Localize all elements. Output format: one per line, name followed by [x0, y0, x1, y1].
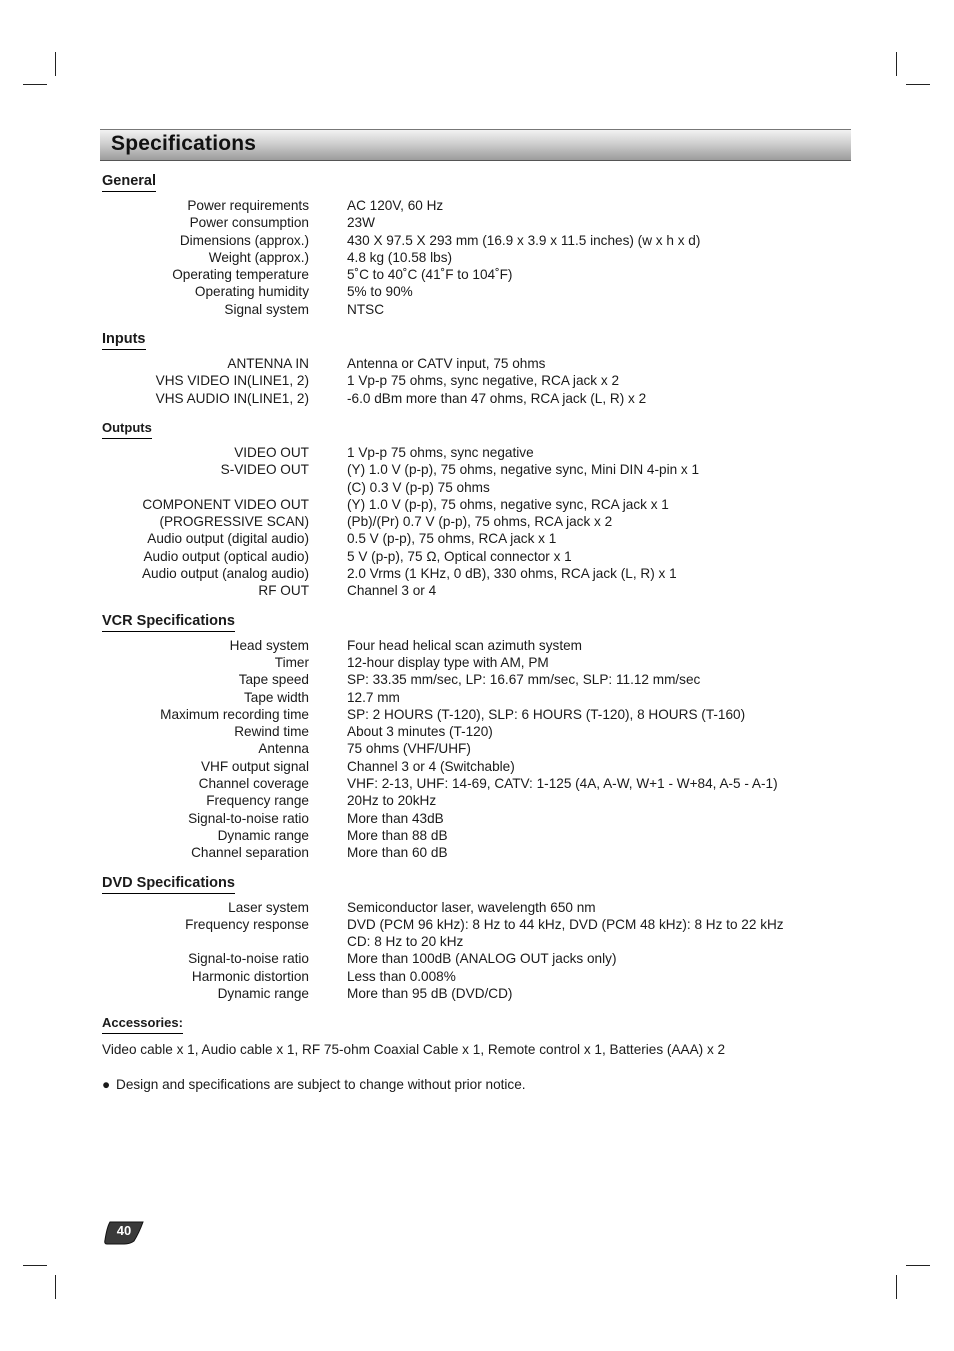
crop-mark [906, 1265, 930, 1266]
spec-sections [102, 172, 862, 1002]
spec-value: Channel 3 or 4 [347, 583, 437, 599]
spec-value: 5˚C to 40˚C (41˚F to 104˚F) [347, 267, 513, 283]
spec-label: VHS VIDEO IN(LINE1, 2) [155, 373, 309, 389]
spec-row [102, 916, 862, 933]
spec-value: CD: 8 Hz to 20 kHz [347, 934, 464, 950]
notice [102, 1076, 862, 1093]
spec-label: Dynamic range [217, 827, 309, 843]
spec-value: -6.0 dBm more than 47 ohms, RCA jack (L, R) x 2 [347, 390, 647, 406]
spec-value: 0.5 V (p-p), 75 ohms, RCA jack x 1 [347, 531, 557, 547]
spec-value: More than 60 dB [347, 845, 448, 861]
spec-label: Signal-to-noise ratio [188, 810, 309, 826]
spec-label: Head system [229, 637, 309, 653]
accessories-text: Video cable x 1, Audio cable x 1, RF 75-ohm Coaxial Cable x 1, Remote control x 1, Batteries (AAA) x 2 [102, 1042, 726, 1058]
spec-label: Dynamic range [217, 985, 309, 1001]
spec-row [102, 461, 862, 478]
spec-label: VHS AUDIO IN(LINE1, 2) [155, 390, 309, 406]
crop-mark [896, 52, 897, 76]
spec-row [102, 496, 862, 513]
spec-row [102, 689, 862, 706]
spec-value: More than 43dB [347, 810, 444, 826]
spec-row [102, 654, 862, 671]
spec-value: More than 95 dB (DVD/CD) [347, 985, 513, 1001]
spec-label: Operating temperature [172, 267, 309, 283]
spec-value: Channel 3 or 4 (Switchable) [347, 758, 515, 774]
spec-label: Power requirements [187, 198, 309, 213]
spec-row [102, 301, 862, 318]
spec-value: 4.8 kg (10.58 lbs) [347, 249, 453, 265]
spec-label: COMPONENT VIDEO OUT [142, 496, 309, 512]
spec-value: Four head helical scan azimuth system [347, 637, 582, 653]
spec-label: VIDEO OUT [234, 444, 309, 460]
title-bar [100, 129, 851, 161]
spec-row [102, 810, 862, 827]
spec-section [102, 330, 862, 407]
spec-row [102, 355, 862, 372]
spec-label: Maximum recording time [160, 706, 309, 722]
spec-content [102, 172, 862, 1093]
spec-row [102, 390, 862, 407]
spec-label: S-VIDEO OUT [220, 462, 309, 478]
spec-row [102, 968, 862, 985]
spec-value: 12.7 mm [347, 689, 400, 705]
page-number-badge [104, 1221, 144, 1245]
spec-row [102, 985, 862, 1002]
spec-label: VHF output signal [200, 758, 309, 774]
spec-label: ANTENNA IN [227, 356, 309, 372]
page-number: 40 [116, 1223, 132, 1238]
spec-row [102, 548, 862, 565]
spec-row [102, 197, 862, 214]
spec-label: Audio output (optical audio) [143, 548, 309, 564]
spec-label: Antenna [258, 741, 309, 757]
spec-value: AC 120V, 60 Hz [347, 198, 444, 213]
crop-mark [906, 84, 930, 85]
spec-label: Frequency response [185, 916, 309, 932]
section-title: Inputs [102, 330, 146, 350]
spec-label: Operating humidity [194, 284, 309, 300]
spec-label: Timer [274, 654, 309, 670]
spec-label: Dimensions (approx.) [179, 232, 309, 248]
spec-value: About 3 minutes (T-120) [347, 724, 493, 740]
bullet-icon: ● [102, 1077, 111, 1093]
spec-row [102, 933, 862, 950]
crop-mark [896, 1275, 897, 1299]
spec-row [102, 232, 862, 249]
spec-row [102, 479, 862, 496]
crop-mark [23, 1265, 47, 1266]
spec-value: 1 Vp-p 75 ohms, sync negative [347, 444, 534, 460]
spec-value: 430 X 97.5 X 293 mm (16.9 x 3.9 x 11.5 inches) (w x h x d) [347, 232, 701, 248]
spec-value: 1 Vp-p 75 ohms, sync negative, RCA jack x 2 [347, 373, 620, 389]
spec-row [102, 899, 862, 916]
spec-row [102, 637, 862, 654]
spec-label: Rewind time [234, 724, 309, 740]
spec-row [102, 565, 862, 582]
spec-row [102, 249, 862, 266]
spec-value: 23W [347, 215, 375, 231]
spec-label [102, 479, 309, 496]
crop-mark [23, 84, 47, 85]
spec-value: DVD (PCM 96 kHz): 8 Hz to 44 kHz, DVD (PCM 48 kHz): 8 Hz to 22 kHz [347, 916, 784, 932]
spec-row [102, 775, 862, 792]
spec-section [102, 419, 862, 600]
spec-label: Signal system [224, 301, 309, 317]
notice-text: Design and specifications are subject to change without prior notice. [116, 1077, 526, 1093]
spec-value: More than 100dB (ANALOG OUT jacks only) [347, 951, 617, 967]
spec-value: SP: 2 HOURS (T-120), SLP: 6 HOURS (T-120), 8 HOURS (T-160) [347, 706, 746, 722]
spec-value: 5 V (p-p), 75 Ω, Optical connector x 1 [347, 548, 572, 564]
spec-value: Antenna or CATV input, 75 ohms [347, 356, 546, 372]
spec-label: Channel separation [191, 845, 309, 861]
spec-row [102, 827, 862, 844]
spec-value: 20Hz to 20kHz [347, 793, 437, 809]
section-title: General [102, 172, 156, 192]
spec-value: (Y) 1.0 V (p-p), 75 ohms, negative sync, RCA jack x 1 [347, 496, 669, 512]
spec-row [102, 444, 862, 461]
spec-value: 12-hour display type with AM, PM [347, 654, 549, 670]
section-title: DVD Specifications [102, 874, 235, 894]
spec-section [102, 874, 862, 1003]
crop-mark [55, 1275, 56, 1299]
spec-value: (Y) 1.0 V (p-p), 75 ohms, negative sync, Mini DIN 4-pin x 1 [347, 462, 700, 478]
spec-row [102, 513, 862, 530]
spec-row [102, 706, 862, 723]
accessories-title: Accessories: [102, 1014, 183, 1034]
spec-label: Weight (approx.) [208, 249, 309, 265]
spec-section [102, 172, 862, 318]
spec-value: 5% to 90% [347, 284, 413, 300]
spec-label: Laser system [228, 899, 309, 915]
spec-value: 2.0 Vrms (1 KHz, 0 dB), 330 ohms, RCA jack (L, R) x 1 [347, 566, 677, 582]
spec-value: 75 ohms (VHF/UHF) [347, 741, 471, 757]
spec-label: Harmonic distortion [191, 968, 309, 984]
spec-value: Less than 0.008% [347, 968, 456, 984]
spec-row [102, 582, 862, 599]
spec-row [102, 372, 862, 389]
spec-value: (C) 0.3 V (p-p) 75 ohms [347, 479, 490, 495]
spec-label: RF OUT [258, 583, 309, 599]
spec-value: (Pb)/(Pr) 0.7 V (p-p), 75 ohms, RCA jack x 2 [347, 514, 613, 530]
spec-row [102, 530, 862, 547]
spec-label [102, 933, 309, 950]
spec-row [102, 723, 862, 740]
spec-row [102, 792, 862, 809]
spec-row [102, 758, 862, 775]
spec-value: Semiconductor laser, wavelength 650 nm [347, 899, 596, 915]
spec-label: Signal-to-noise ratio [188, 951, 309, 967]
spec-value: More than 88 dB [347, 827, 448, 843]
spec-label: Tape width [244, 689, 309, 705]
crop-mark [55, 52, 56, 76]
spec-row [102, 671, 862, 688]
spec-label: Frequency range [206, 793, 309, 809]
accessories-section [102, 1014, 862, 1058]
spec-row [102, 844, 862, 861]
spec-value: SP: 33.35 mm/sec, LP: 16.67 mm/sec, SLP: 11.12 mm/sec [347, 672, 701, 688]
spec-label: Audio output (digital audio) [147, 531, 309, 547]
spec-value: NTSC [347, 301, 385, 317]
section-title: VCR Specifications [102, 612, 235, 632]
spec-label: (PROGRESSIVE SCAN) [159, 514, 309, 530]
spec-row [102, 266, 862, 283]
spec-label: Power consumption [189, 215, 309, 231]
spec-row [102, 950, 862, 967]
spec-label: Tape speed [238, 672, 309, 688]
spec-value: VHF: 2-13, UHF: 14-69, CATV: 1-125 (4A, A-W, W+1 - W+84, A-5 - A-1) [347, 776, 778, 792]
section-title: Outputs [102, 419, 152, 439]
spec-label: Audio output (analog audio) [141, 566, 309, 582]
page-title: Specifications [111, 132, 257, 155]
spec-section [102, 612, 862, 862]
spec-row [102, 214, 862, 231]
spec-row [102, 740, 862, 757]
spec-label: Channel coverage [198, 776, 309, 792]
spec-row [102, 283, 862, 300]
